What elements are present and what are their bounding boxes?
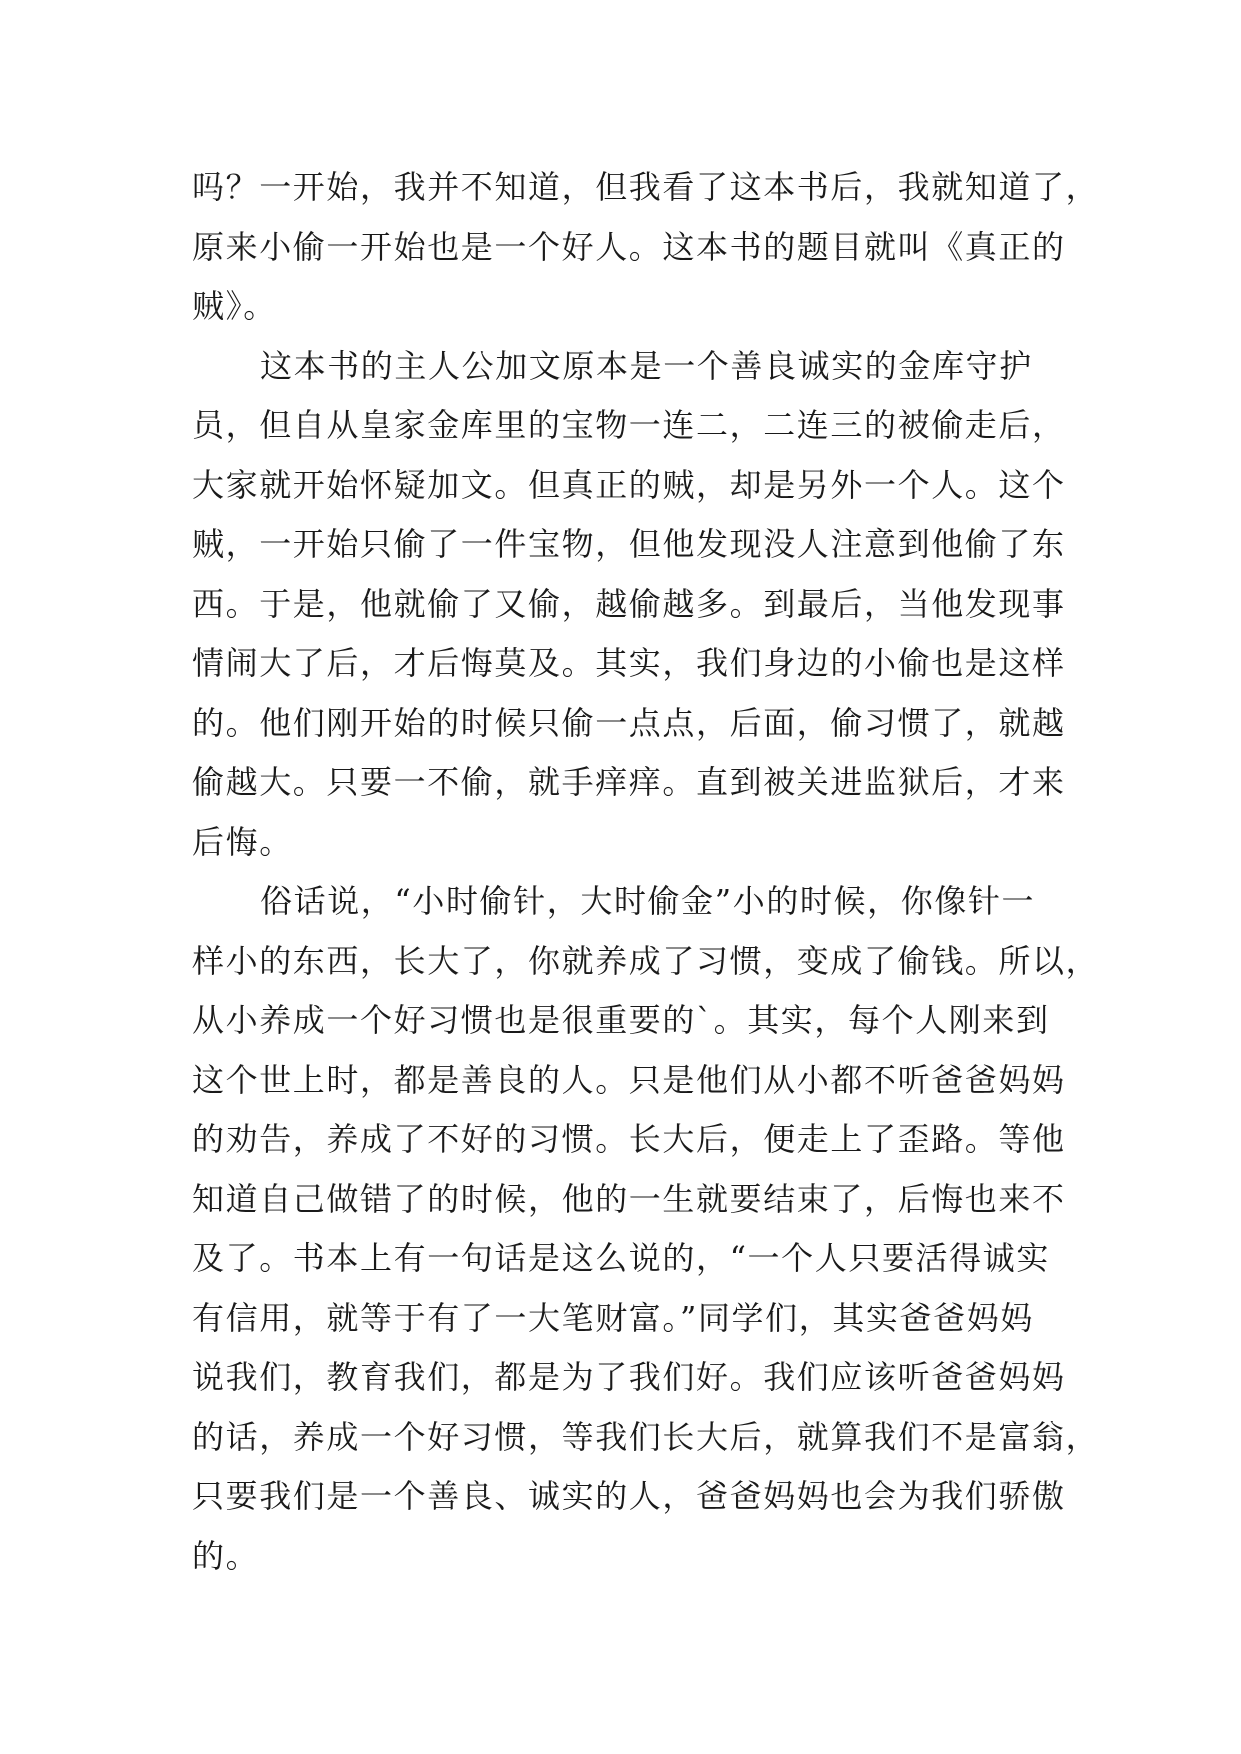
text-line: 从小养成一个好习惯也是很重要的`。其实，每个人刚来到 [192,1001,1050,1039]
text-line: 及了。书本上有一句话是这么说的，“一个人只要活得诚实 [192,1239,1050,1277]
text-line: 样小的东西，长大了，你就养成了习惯，变成了偷钱。所以， [192,941,1100,980]
text-line: 大家就开始怀疑加文。但真正的贼，却是另外一个人。这个 [192,465,1066,504]
paragraph-1 [192,158,1100,337]
paragraph-3 [192,872,1100,1586]
text-line: 偷越大。只要一不偷，就手痒痒。直到被关进监狱后，才来 [192,763,1066,801]
text-line: 知道自己做错了的时候，他的一生就要结束了，后悔也来不 [192,1179,1066,1218]
text-line: 原来小偷一开始也是一个好人。这本书的题目就叫《真正的 [192,227,1066,266]
text-line: 的劝告，养成了不好的习惯。长大后，便走上了歪路。等他 [192,1120,1066,1158]
text-line: 有信用，就等于有了一大笔财富。”同学们，其实爸爸妈妈 [192,1298,1034,1337]
essay-body [192,158,1100,1586]
text-line: 的。 [192,1536,260,1575]
text-line: 说我们，教育我们，都是为了我们好。我们应该听爸爸妈妈 [192,1358,1066,1396]
text-line: 员，但自从皇家金库里的宝物一连二，二连三的被偷走后， [192,406,1066,444]
text-line: 的。他们刚开始的时候只偷一点点，后面，偷习惯了，就越 [192,703,1066,742]
text-line: 西。于是，他就偷了又偷，越偷越多。到最后，当他发现事 [192,584,1066,623]
text-line: 俗话说，“小时偷针，大时偷金”小的时候，你像针一 [260,882,1036,920]
text-line: 后悔。 [192,822,293,861]
text-line: 贼》。 [192,287,277,325]
text-line: 只要我们是一个善良、诚实的人，爸爸妈妈也会为我们骄傲 [192,1477,1066,1515]
paragraph-2 [192,337,1066,873]
text-line: 这本书的主人公加文原本是一个善良诚实的金库守护 [260,346,1033,385]
text-line: 情闹大了后，才后悔莫及。其实，我们身边的小偷也是这样 [192,644,1066,682]
text-line: 吗？一开始，我并不知道，但我看了这本书后，我就知道了， [192,168,1100,206]
text-line: 的话，养成一个好习惯，等我们长大后，就算我们不是富翁， [192,1417,1100,1456]
text-line: 贼，一开始只偷了一件宝物，但他发现没人注意到他偷了东 [192,525,1066,563]
text-line: 这个世上时，都是善良的人。只是他们从小都不听爸爸妈妈 [192,1060,1066,1099]
